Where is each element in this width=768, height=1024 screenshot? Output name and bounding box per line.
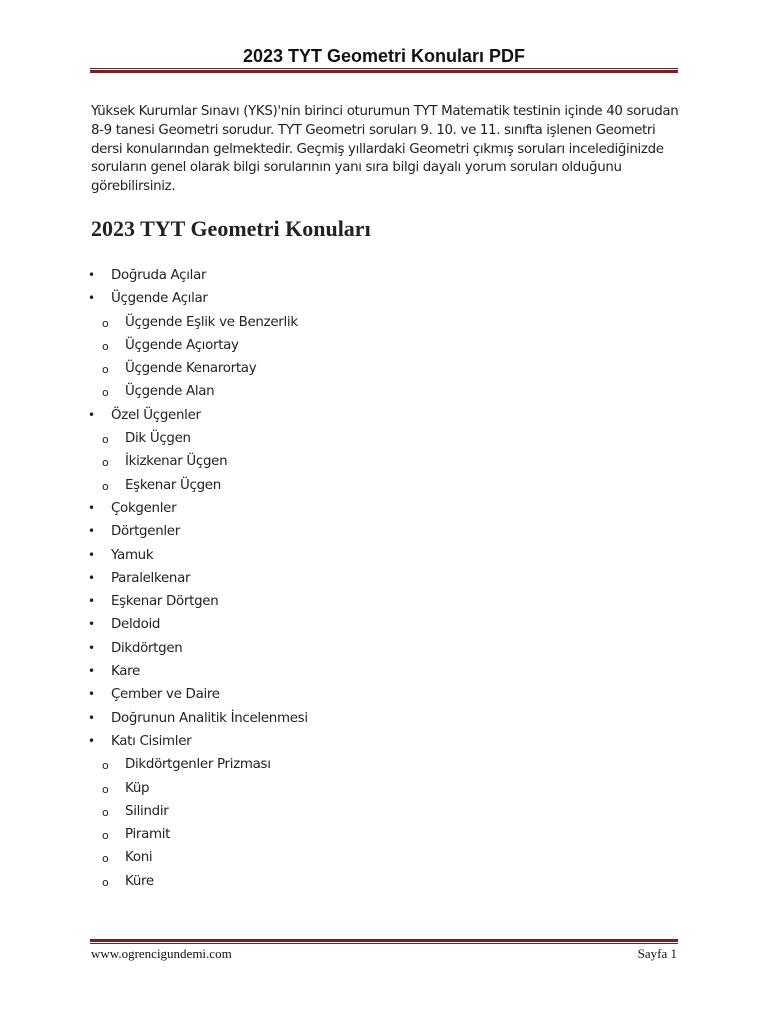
- subtopic-item: [0, 870, 308, 893]
- topic-label: Kare: [111, 664, 141, 680]
- topic-item: [0, 544, 308, 567]
- topic-label: Dikdörtgenler Prizması: [125, 757, 271, 773]
- bullet-icon: •: [88, 570, 95, 585]
- circle-bullet-icon: o: [102, 339, 109, 353]
- subtopic-item: [0, 846, 308, 869]
- footer-rule: [90, 939, 678, 944]
- subtopic-item: [0, 311, 308, 334]
- footer-url: www.ogrencigundemi.com: [91, 946, 232, 961]
- bullet-icon: •: [88, 500, 95, 515]
- topic-label: Üçgende Eşlik ve Benzerlik: [125, 314, 298, 330]
- subtopic-item: [0, 800, 308, 823]
- topic-label: Doğrunun Analitik İncelenmesi: [111, 710, 308, 726]
- bullet-icon: •: [88, 547, 95, 562]
- topic-label: Dikdörtgen: [111, 640, 183, 656]
- topic-label: Çokgenler: [111, 500, 177, 516]
- header-rule-thick: [90, 70, 678, 73]
- circle-bullet-icon: o: [102, 852, 109, 866]
- topic-item: [0, 567, 308, 590]
- subtopic-item: [0, 334, 308, 357]
- topic-item: [0, 264, 308, 287]
- footer-rule-thin: [90, 943, 678, 944]
- bullet-icon: •: [88, 268, 95, 282]
- circle-bullet-icon: o: [102, 829, 109, 843]
- topic-label: İkizkenar Üçgen: [125, 454, 228, 470]
- topic-label: Koni: [125, 850, 153, 866]
- bullet-icon: •: [88, 524, 95, 539]
- topic-label: Çember ve Daire: [111, 687, 220, 703]
- topic-label: Özel Üçgenler: [111, 407, 201, 423]
- topic-label: Dik Üçgen: [125, 431, 191, 447]
- subtopic-item: [0, 823, 308, 846]
- footer-rule-thick: [90, 939, 678, 942]
- topic-label: Katı Cisimler: [111, 733, 192, 749]
- subtopic-item: [0, 380, 308, 403]
- topic-item: [0, 660, 308, 683]
- subtopic-item: [0, 753, 308, 776]
- circle-bullet-icon: o: [102, 456, 109, 470]
- topic-item: [0, 590, 308, 613]
- topic-label: Üçgende Açıortay: [125, 337, 239, 353]
- topic-label: Üçgende Kenarortay: [125, 361, 257, 377]
- header-rule-thin: [90, 68, 678, 69]
- circle-bullet-icon: o: [102, 386, 109, 400]
- topic-label: Piramit: [125, 827, 171, 843]
- topic-label: Paralelkenar: [111, 570, 191, 586]
- bullet-icon: •: [88, 291, 95, 306]
- bullet-icon: •: [88, 617, 95, 632]
- circle-bullet-icon: o: [102, 875, 109, 889]
- header-rule: [90, 68, 678, 73]
- circle-bullet-icon: o: [102, 782, 109, 796]
- topic-label: Dörtgenler: [111, 524, 180, 540]
- topic-item: [0, 707, 308, 730]
- subtopic-item: [0, 427, 308, 450]
- intro-paragraph: Yüksek Kurumlar Sınavı (YKS)'nin birinci oturumun TYT Matematik testinin içinde 40 sorudan 8-9 tanesi Geometri sorudur. TYT Geometri soruları 9. 10. ve 11. sınıfta işlenen Geometri dersi konularından gelmektedir. Geçmiş yıllardaki Geometri çıkmış soruları incelediğinizde soruların genel olarak bilgi sorularının yanı sıra bilgi dayalı yorum soruları olduğunu görebilirsiniz.: [91, 104, 679, 195]
- subtopic-item: [0, 357, 308, 380]
- section-heading: 2023 TYT Geometri Konuları: [91, 216, 371, 241]
- topic-label: Küp: [125, 780, 150, 796]
- bullet-icon: •: [88, 710, 95, 725]
- topic-label: Küre: [125, 873, 154, 889]
- topic-item: [0, 497, 308, 520]
- topic-item: [0, 404, 308, 427]
- topic-label: Üçgende Alan: [125, 384, 215, 400]
- page-number: Sayfa 1: [637, 946, 677, 961]
- topic-label: Silindir: [125, 803, 169, 819]
- bullet-icon: •: [88, 664, 95, 679]
- circle-bullet-icon: o: [102, 316, 109, 330]
- bullet-icon: •: [88, 733, 95, 748]
- topic-label: Deldoid: [111, 617, 161, 633]
- bullet-icon: •: [88, 594, 95, 609]
- topic-label: Doğruda Açılar: [111, 268, 207, 283]
- circle-bullet-icon: o: [102, 363, 109, 377]
- subtopic-item: [0, 777, 308, 800]
- topic-item: [0, 637, 308, 660]
- topic-item: [0, 287, 308, 310]
- subtopic-item: [0, 450, 308, 473]
- topic-item: [0, 520, 308, 543]
- circle-bullet-icon: o: [102, 479, 109, 493]
- circle-bullet-icon: o: [102, 805, 109, 819]
- page-title: 2023 TYT Geometri Konuları PDF: [242, 46, 526, 66]
- circle-bullet-icon: o: [102, 433, 109, 447]
- topic-label: Eşkenar Dörtgen: [111, 594, 219, 610]
- topic-item: [0, 613, 308, 636]
- topic-label: Üçgende Açılar: [111, 291, 208, 307]
- subtopic-item: [0, 474, 308, 497]
- topic-label: Eşkenar Üçgen: [125, 477, 221, 493]
- topic-label: Yamuk: [111, 547, 154, 563]
- bullet-icon: •: [88, 640, 95, 655]
- bullet-icon: •: [88, 687, 95, 702]
- circle-bullet-icon: o: [102, 759, 109, 773]
- topic-item: [0, 730, 308, 753]
- bullet-icon: •: [88, 407, 95, 422]
- topic-item: [0, 683, 308, 706]
- topic-list: [0, 264, 308, 893]
